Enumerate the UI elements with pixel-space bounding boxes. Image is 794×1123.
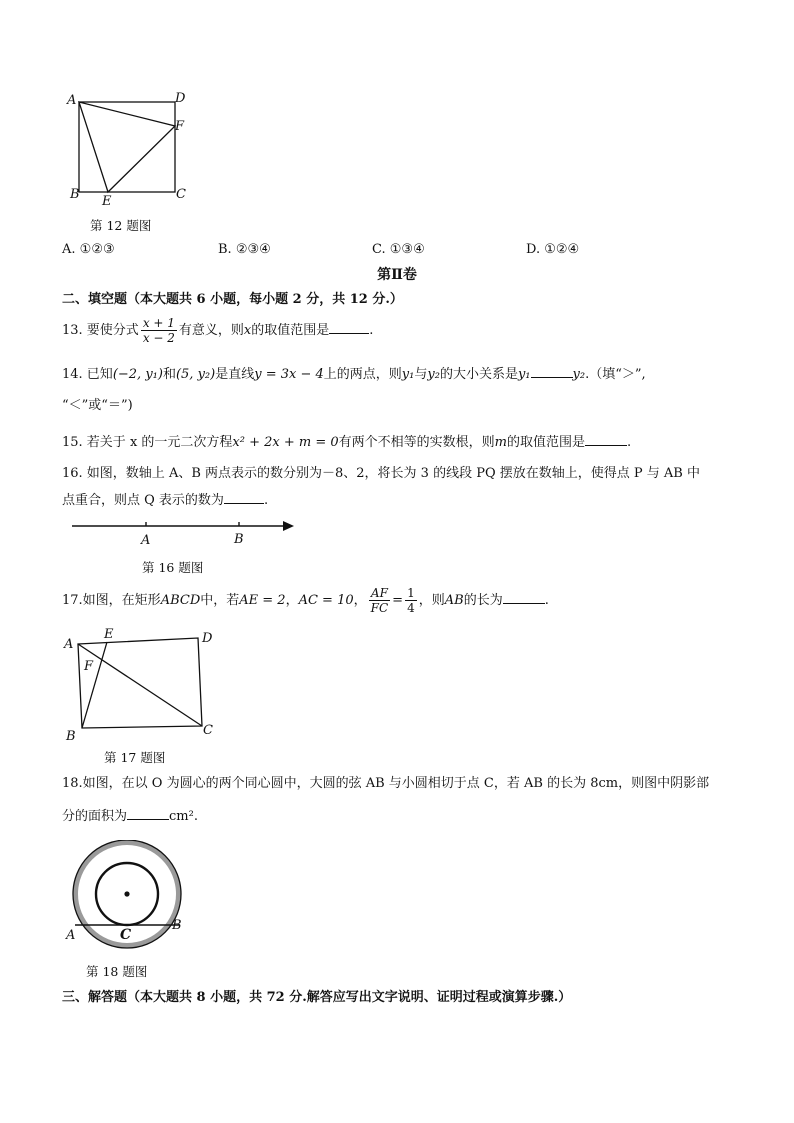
- fig17-caption: 第 17 题图: [104, 750, 166, 765]
- q17-ratio-fraction: $\frac{AF}{FC}$: [370, 586, 389, 615]
- figure-18: [60, 840, 200, 950]
- q15-answer-blank[interactable]: [585, 432, 627, 446]
- fig12-label-f: F: [175, 119, 185, 134]
- fig12-label-b: B: [70, 187, 80, 202]
- question-16-line1: 16. 如图，数轴上 A、B 两点表示的数分别为－8、2，将长为 3 的线段 PQ 摆放在数轴上，使得点 P 与 AB 中: [62, 466, 700, 481]
- fig12-label-d: D: [175, 91, 186, 106]
- fig16-label-b: B: [234, 532, 244, 547]
- question-14-line2: “＜”或“＝”): [62, 398, 133, 413]
- fig17-label-e: E: [104, 627, 114, 642]
- fig12-label-e: E: [102, 194, 112, 208]
- figure-16-number-line: [62, 512, 302, 552]
- section2-heading: 二、填空题（本大题共 6 小题，每小题 2 分，共 12 分.）: [62, 292, 403, 307]
- question-16-line2: 点重合，则点 Q 表示的数为 .: [62, 490, 268, 511]
- question-14: 14. 已知(−2, y₁)和(5, y₂)是直线y = 3x − 4上的两点，则y₁与y₂的大小关系是y₁ y₂.（填“＞”,: [62, 364, 646, 385]
- fig16-label-a: A: [141, 533, 151, 548]
- fig17-label-d: D: [202, 631, 213, 646]
- fig17-label-c: C: [203, 723, 213, 738]
- fig16-caption: 第 16 题图: [142, 560, 204, 575]
- fig17-label-b: B: [66, 729, 76, 744]
- figure-17: [60, 620, 230, 746]
- fig17-label-a: A: [64, 637, 74, 652]
- q13-fraction: $\frac{x + 1}{x - 2}$: [142, 316, 175, 345]
- choice-d: D. ①②④: [526, 242, 580, 257]
- fig12-label-c: C: [176, 187, 186, 202]
- question-18-line1: 18.如图，在以 O 为圆心的两个同心圆中，大圆的弦 AB 与小圆相切于点 C，若 AB 的长为 8cm，则图中阴影部: [62, 776, 710, 791]
- q18-answer-blank[interactable]: [127, 806, 169, 820]
- question-13: 13. 要使分式 $\frac{x + 1}{x - 2}$ 有意义，则x的取值范围是 .: [62, 316, 374, 345]
- volume-title: 第Ⅱ卷: [377, 267, 417, 283]
- fig18-label-a: A: [66, 928, 76, 943]
- fig17-label-f: F: [84, 659, 94, 674]
- question-18-line2: 分的面积为 cm².: [62, 806, 198, 827]
- choice-b: B. ②③④: [218, 242, 271, 257]
- q16-answer-blank[interactable]: [224, 490, 264, 504]
- fig12-label-a: A: [67, 93, 77, 108]
- q13-answer-blank[interactable]: [329, 320, 369, 334]
- q14-answer-blank[interactable]: [531, 364, 573, 378]
- figure-12: [62, 88, 202, 208]
- fig18-label-b: B: [172, 918, 182, 933]
- answer-choices: [62, 240, 115, 260]
- fig18-label-c: C: [120, 927, 132, 943]
- fig18-caption: 第 18 题图: [86, 964, 148, 979]
- question-15: 15. 若关于 x 的一元二次方程x² + 2x + m = 0有两个不相等的实数根，则m的取值范围是 .: [62, 432, 631, 453]
- q17-answer-blank[interactable]: [503, 590, 545, 604]
- question-17: 17.如图，在矩形ABCD中，若AE = 2，AC = 10， $\frac{AF}{FC}$ = $\frac{1}{4}$ ，则AB的长为 .: [62, 586, 549, 615]
- section3-heading: 三、解答题（本大题共 8 小题，共 72 分.解答应写出文字说明、证明过程或演算步骤.）: [62, 990, 572, 1005]
- q17-value-fraction: $\frac{1}{4}$: [407, 586, 415, 615]
- fig12-caption: 第 12 题图: [90, 218, 152, 233]
- choice-a: A. ①②③: [62, 242, 115, 257]
- choice-c: C. ①③④: [372, 242, 425, 257]
